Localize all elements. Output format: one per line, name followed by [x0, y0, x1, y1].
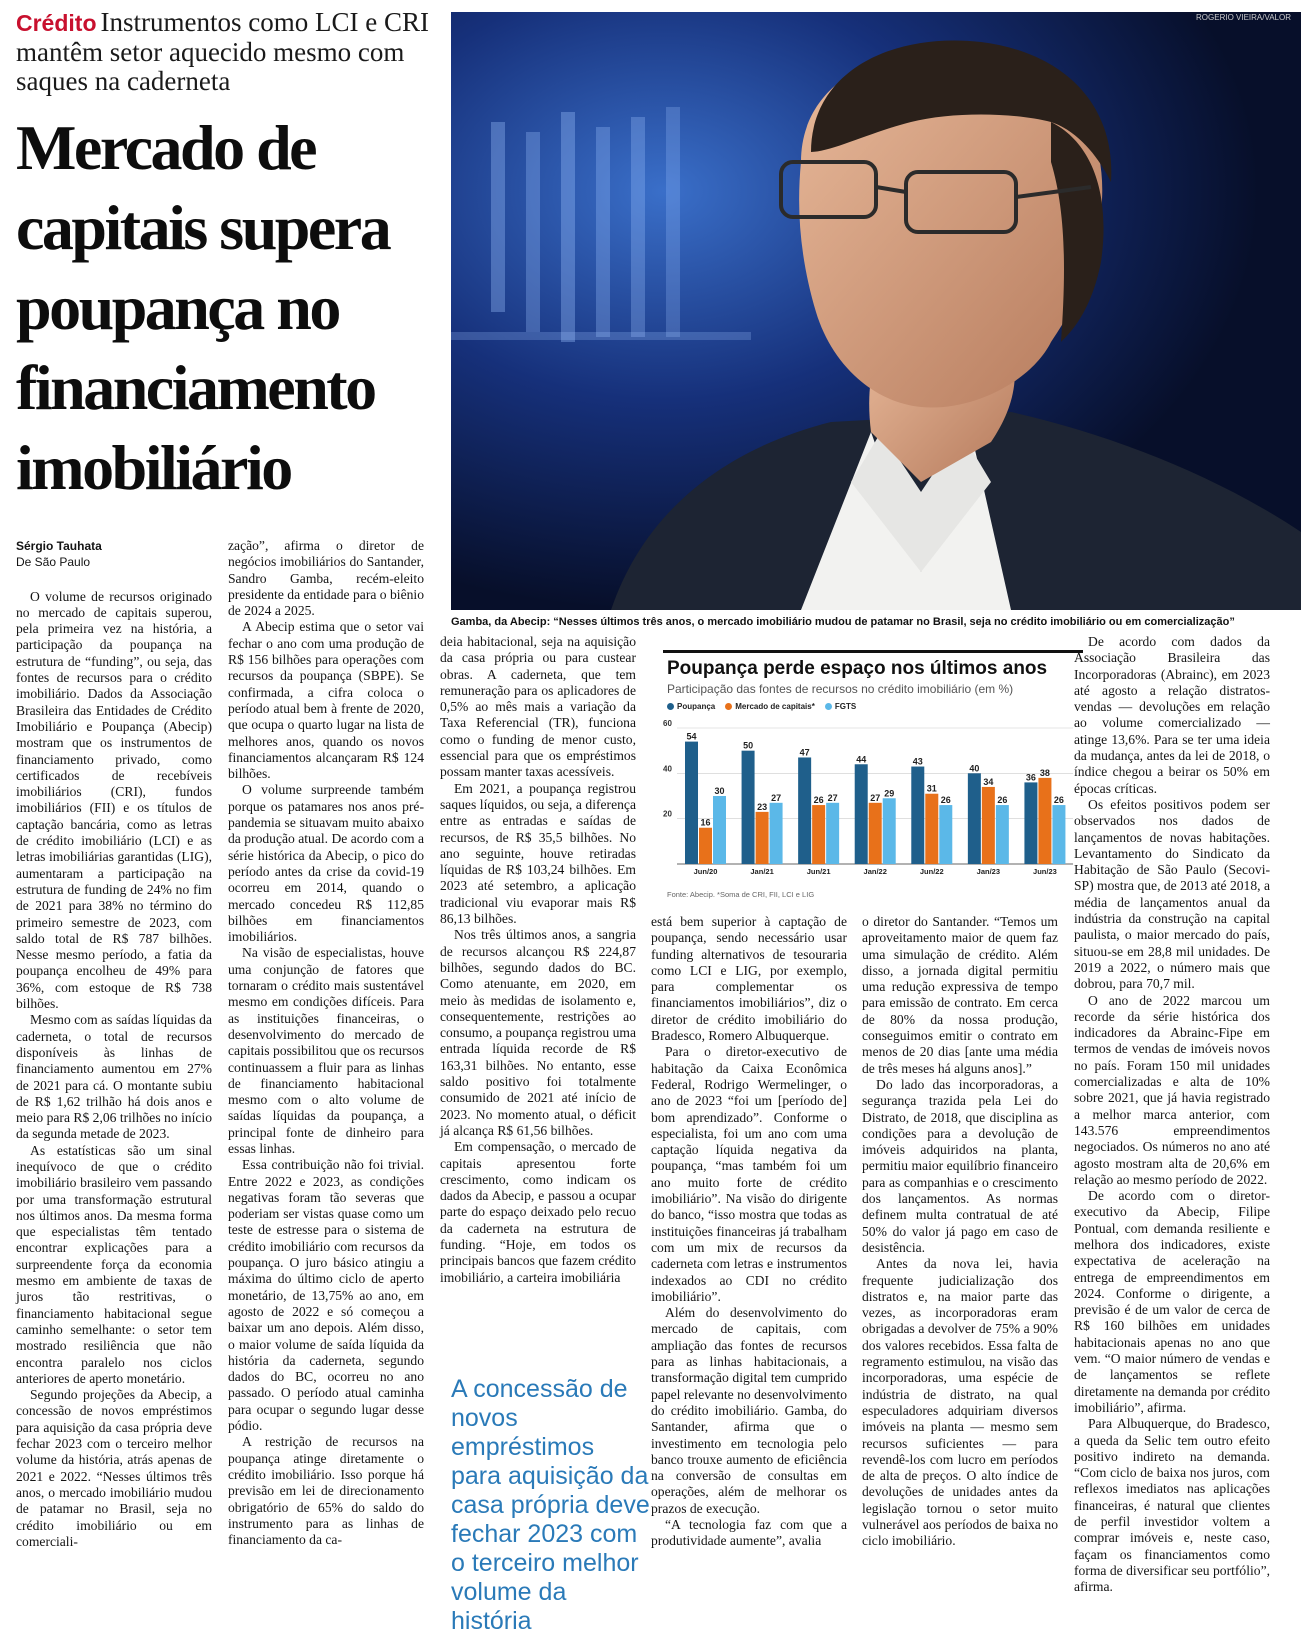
chart	[663, 650, 1083, 910]
bar-fgts	[713, 796, 726, 864]
paragraph: A Abecip estima que o setor vai fechar o ano com uma produção de R$ 156 bilhões para operações com recursos da poupança (SBPE). Se confirmada, a cifra coloca o período atual bem à frente de 2020, que ocupa o quarto lugar na lista de melhores anos, quando os novos financiamentos alcançaram R$ 124 bilhões.	[228, 619, 424, 782]
paragraph: As estatísticas são um sinal inequívoco de que o crédito imobiliário brasileiro vem passando por uma transformação estrutural nos últimos anos. Da mesma forma que especialistas têm tentado encontrar explicações para a surpreendente força da economia mesmo em ambiente de taxas de juros tão restritivas, o financiamento habitacional segue caminho semelhante: o setor tem mostrado resiliência que não encontra paralelo nos ciclos anteriores de aperto monetário.	[16, 1142, 212, 1386]
bar-poupana	[798, 757, 811, 864]
bar-poupana	[911, 767, 924, 864]
paragraph: De acordo com dados da Associação Brasileira das Incorporadoras (Abrainc), em 2023 até agosto a relação distratos-vendas — devoluções em relação ao volume comercializado — atinge 13,6%. Para se ter uma ideia da mudança, antes da lei de 2018, o índice chegou a beirar os 50% em épocas críticas.	[1074, 634, 1270, 796]
data-label: 38	[1039, 767, 1050, 778]
paragraph: Nos três últimos anos, a sangria de recursos alcançou R$ 224,87 bilhões, segundo dados do BC. Como atenuante, em 2020, em meio às medidas de isolamento e, consequentemente, restrições ao consumo, a poupança registrou uma entrada líquida recorde de R$ 163,31 bilhões. No entanto, esse saldo positivo foi totalmente consumido de 2021 até início de 2023. No momento atual, o déficit já alcança R$ 61,56 bilhões.	[440, 927, 636, 1138]
paragraph: Mesmo com as saídas líquidas da caderneta, o total de recursos disponíveis às linhas de financiamento aumentou em 27% de 2021 para cá. O montante subiu de R$ 1,62 trilhão há dois anos e meio para R$ 2,06 trilhões no início da segunda metade de 2023.	[16, 1012, 212, 1142]
bar-mercadodecapitais	[869, 803, 882, 864]
bar-mercadodecapitais	[812, 805, 825, 864]
bar-mercadodecapitais	[1038, 778, 1051, 864]
kicker-text: Instrumentos como LCI e CRI mantêm setor aquecido mesmo com saques na caderneta	[16, 7, 429, 96]
legend-swatch	[667, 703, 674, 710]
paragraph: Essa contribuição não foi trivial. Entre 2022 e 2023, as condições negativas foram tão severas que poderiam ser vistas quase como um teste de estresse para o sistema de crédito imobiliário com recursos da poupança. O juro básico atingiu a máxima do último ciclo de aperto monetário, de 13,75% ao ano, em agosto de 2022 e só começou a baixar um ano depois. Além disso, o maior volume de saída líquida da história da caderneta, segundo dados do BC, ocorreu no ano passado. O período atual caminha para ocupar o segundo lugar desse pódio.	[228, 1157, 424, 1434]
y-tick-label: 60	[663, 719, 672, 728]
kicker	[16, 8, 436, 96]
bar-fgts	[883, 798, 896, 864]
paragraph: o diretor do Santander. “Temos um aproveitamento maior de quem faz uma simulação de crédito. Além disso, a jornada digital permitiu uma redução expressiva de tempo para emissão de contrato. Em cerca de 80% da nossa produção, conseguimos emitir o contrato em menos de 20 dias [ante uma média de três meses há alguns anos].”	[862, 914, 1058, 1076]
chart-source: Fonte: Abecip. *Soma de CRI, FII, LCI e LIG	[667, 890, 815, 899]
paragraph: zação”, afirma o diretor de negócios imobiliários do Santander, Sandro Gamba, recém-eleito presidente da entidade para o biênio de 2024 a 2025.	[228, 538, 424, 619]
paragraph: Para Albuquerque, do Bradesco, a queda da Selic tem outro efeito positivo indireto na demanda. “Com ciclo de baixa nos juros, com reflexos imediatos nas aplicações financeiras, é natural que clientes de perfil investidor voltem a comprar imóveis e, neste caso, façam os financiamentos como forma de diversificar seu portfólio”, afirma.	[1074, 1416, 1270, 1595]
data-label: 26	[1053, 795, 1064, 806]
paragraph: Na visão de especialistas, houve uma conjunção de fatores que tornaram o crédito mais sustentável mesmo em condições difíceis. Para as instituições financeiras, o desenvolvimento do mercado de capitais possibilitou que os recursos continuassem a fluir para as linhas de financiamento habitacional mesmo com o alto volume de saídas líquidas da poupança, a principal fonte de dinheiro para essas linhas.	[228, 945, 424, 1156]
legend-item-mercado	[725, 702, 815, 711]
data-label: 29	[884, 788, 895, 799]
text-column-1	[16, 538, 212, 1550]
data-label: 26	[997, 795, 1008, 806]
data-label: 26	[940, 795, 951, 806]
data-label: 34	[983, 776, 994, 787]
bar-fgts	[996, 805, 1009, 864]
paragraph: Para o diretor-executivo de habitação da Caixa Econômica Federal, Rodrigo Wermelinger, o ano de 2023 “foi um [período de] bom aprendizado”. Conforme o especialista, foi um ano com uma captação líquida negativa da poupança, “mas também foi um ano muito forte de crédito imobiliário”. Na visão do dirigente do banco, “isso mostra que todas as instituições financeiras já trabalham com um mix de recursos da caderneta com letras e instrumentos indexados ao CDI no crédito imobiliário”.	[651, 1044, 847, 1304]
portrait-illustration	[451, 12, 1301, 610]
paragraph: De acordo com o diretor-executivo da Abecip, Filipe Pontual, com demanda resiliente e melhora dos indicadores, existe expectativa de aceleração na entrega de empreendimentos em 2024. Conforme o dirigente, a previsão é de um valor de cerca de R$ 160 bilhões em unidades habitacionais apenas no ano que vem. “O maior número de vendas e de lançamentos se reflete diretamente na demanda por crédito imobiliário”, afirma.	[1074, 1188, 1270, 1415]
x-tick-label: Jun/22	[919, 867, 944, 876]
data-label: 54	[686, 731, 697, 742]
data-label: 44	[856, 754, 867, 765]
paragraph: Do lado das incorporadoras, a segurança trazida pela Lei do Distrato, de 2018, que disciplina as condições para a devolução de imóveis adquiridos na planta, permitiu maior equilíbrio financeiro para as companhias e o crescimento dos lançamentos. As normas definem multa contratual de até 50% do valor já pago em caso de desistência.	[862, 1076, 1058, 1255]
data-label: 47	[799, 747, 810, 758]
pull-quote: A concessão de novos empréstimos para aquisição da casa própria deve fechar 2023 com o terceiro melhor volume da história	[451, 1375, 650, 1635]
paragraph: Os efeitos positivos podem ser observados nos dados de lançamentos de novas habitações. Levantamento do Sindicato da Habitação de São Paulo (Secovi-SP) mostra que, de 2013 até 2018, a média de lançamentos anual da indústria da construção na capital paulista, o maior mercado do país, situou-se em 28,8 mil unidades. De 2019 a 2022, o número mais que dobrou, para 70,7 mil.	[1074, 796, 1270, 992]
legend-swatch	[825, 703, 832, 710]
legend-item-fgts	[825, 702, 856, 711]
paragraph: Segundo projeções da Abecip, a concessão de novos empréstimos para aquisição da casa própria deve fechar 2023 com o terceiro melhor volume da história, atrás apenas de 2021 e 2022. “Nesses últimos três anos, o mercado imobiliário mudou de patamar no Brasil, seja no crédito imobiliário ou em comerciali-	[16, 1387, 212, 1549]
paragraph: Além do desenvolvimento do mercado de capitais, com ampliação das fontes de recursos para as linhas habitacionais, a transformação digital tem cumprido papel relevante no desenvolvimento do crédito imobiliário. Gamba, do Santander, afirma que o investimento em tecnologia pelo banco trouxe aumento de eficiência na conversão de consultas em operações, além de melhorar os prazos de execução.	[651, 1305, 847, 1516]
text-column-3	[440, 634, 636, 1286]
bar-poupana	[685, 742, 698, 864]
paragraph: está bem superior à captação de poupança, sendo necessário usar funding alternativos de tesouraria como LCI e LIG, por exemplo, para complementar os financiamentos imobiliários”, diz o diretor de crédito imobiliário do Bradesco, Romero Albuquerque.	[651, 914, 847, 1044]
x-tick-label: Jun/20	[693, 867, 718, 876]
text-column-4	[651, 914, 847, 1550]
data-label: 36	[1025, 772, 1036, 783]
data-label: 40	[969, 763, 980, 774]
paragraph: “A tecnologia faz com que a produtividade aumente”, avalia	[651, 1516, 847, 1549]
text-column-6	[1074, 634, 1270, 1596]
data-label: 26	[813, 795, 824, 806]
legend-label: Mercado de capitais*	[735, 702, 815, 711]
data-label: 27	[827, 792, 838, 803]
article-photo	[451, 12, 1301, 610]
bar-fgts	[1052, 805, 1065, 864]
x-tick-label: Jun/23	[1033, 867, 1057, 876]
bar-poupana	[1024, 782, 1037, 864]
legend-swatch	[725, 703, 732, 710]
chart-plot	[663, 714, 1083, 889]
chart-subtitle: Participação das fontes de recursos no crédito imobiliário (em %)	[667, 682, 1014, 696]
legend-label: FGTS	[834, 702, 857, 711]
data-label: 23	[757, 801, 768, 812]
x-tick-label: Jan/21	[750, 867, 774, 876]
data-label: 50	[743, 740, 754, 751]
paragraph: O volume surpreende também porque os patamares nos anos pré-pandemia se situavam muito abaixo da produção atual. De acordo com a série histórica da Abecip, o pico do período antes da crise da covid-19 ocorreu em 2014, quando o mercado concedeu R$ 112,85 bilhões em financiamentos imobiliários.	[228, 782, 424, 945]
y-tick-label: 20	[663, 809, 672, 819]
x-tick-label: Jun/21	[806, 867, 831, 876]
legend-label: Poupança	[677, 702, 716, 711]
bar-fgts	[939, 805, 952, 864]
photo-credit: ROGERIO VIEIRA/VALOR	[1196, 13, 1291, 22]
chart-title: Poupança perde espaço nos últimos anos	[667, 658, 1048, 679]
x-tick-label: Jan/23	[976, 867, 1001, 876]
paragraph: Antes da nova lei, havia frequente judicialização dos distratos e, na maior parte das vezes, as incorporadoras eram obrigadas a devolver de 75% a 90% dos valores recebidos. Essa falta de regramento estimulou, na visão das incorporadoras, uma espécie de indústria de distrato, na qual especuladores adquiriam diversos imóveis na planta — mesmo sem recursos suficientes — para revendê-los com lucro em períodos de alta de preços. O alto índice de devoluções de unidades antes da legislação tornou o setor muito vulnerável aos períodos de baixa no ciclo imobiliário.	[862, 1256, 1058, 1549]
bar-mercadodecapitais	[756, 812, 769, 864]
legend-item-poupanca	[667, 702, 715, 711]
paragraph: A restrição de recursos na poupança atinge diretamente o crédito imobiliário. Isso porque há previsão em lei de direcionamento obrigatório de 65% do saldo do instrumento para as linhas de financiamento da ca-	[228, 1434, 424, 1548]
data-label: 31	[926, 783, 937, 794]
bar-poupana	[968, 773, 981, 864]
bar-poupana	[742, 751, 755, 864]
bar-mercadodecapitais	[699, 828, 712, 864]
data-label: 30	[714, 786, 725, 796]
byline-author: Sérgio Tauhata	[16, 539, 102, 553]
x-tick-label: Jan/22	[863, 867, 887, 876]
data-label: 27	[771, 792, 782, 803]
data-label: 27	[870, 792, 881, 803]
chart-top-rule	[663, 650, 1083, 653]
chart-legend	[667, 702, 856, 711]
data-label: 16	[700, 817, 711, 828]
paragraph: Em 2021, a poupança registrou saques líquidos, ou seja, a diferença entre as entradas e saídas de recursos, de R$ 35,5 bilhões. No ano seguinte, houve retiradas líquidas de R$ 103,24 bilhões. Em 2023 até setembro, a aplicação tradicional viu evaporar mais R$ 86,13 bilhões.	[440, 780, 636, 927]
y-tick-label: 40	[663, 764, 672, 774]
paragraph: deia habitacional, seja na aquisição da casa própria ou para custear obras. A caderneta, que tem remuneração para os aplicadores de 0,5% ao mês mais a variação da Taxa Referencial (TR), funciona como o funding de menor custo, essencial para que os empréstimos possam manter taxas acessíveis.	[440, 634, 636, 780]
bar-fgts	[770, 803, 783, 864]
data-label: 43	[912, 756, 923, 767]
headline: Mercado de capitais supera poupança no financiamento imobiliário	[16, 112, 390, 503]
paragraph: O ano de 2022 marcou um recorde da série histórica dos indicadores da Abrainc-Fipe em termos de vendas de imóveis novos no país. Foram 150 mil unidades comercializadas e alta de 10% sobre 2021, que já havia registrado a melhor marca anterior, com 143.576 empreendimentos negociados. Os números no ano até agosto mostram alta de 20,6% em relação ao mesmo período de 2022.	[1074, 992, 1270, 1187]
section-label: Crédito	[16, 10, 97, 36]
byline-location: De São Paulo	[16, 555, 91, 570]
bar-poupana	[855, 764, 868, 864]
bar-mercadodecapitais	[982, 787, 995, 864]
photo-caption: Gamba, da Abecip: “Nesses últimos três anos, o mercado imobiliário mudou de patamar no Brasil, seja no crédito imobiliário ou em comercialização”	[451, 616, 1235, 628]
paragraph: Em compensação, o mercado de capitais apresentou forte crescimento, como indicam os dados da Abecip, e passou a ocupar parte do espaço deixado pelo recuo da caderneta na estrutura de funding. “Hoje, em todos os principais bancos que fazem crédito imobiliário, a carteira imobiliária	[440, 1139, 636, 1285]
bar-fgts	[826, 803, 839, 864]
text-column-5	[862, 914, 1058, 1550]
text-column-2	[228, 538, 424, 1548]
bar-mercadodecapitais	[925, 794, 938, 864]
paragraph: O volume de recursos originado no mercado de capitais superou, pela primeira vez na história, a participação da poupança na estrutura de “funding”, ou seja, das fontes de recursos para o crédito imobiliário. Dados da Associação Brasileira das Entidades de Crédito Imobiliário e Poupança (Abecip) mostram que os instrumentos de financiamento privado, como certificados de recebíveis imobiliários (CRI), fundos imobiliários (FII) e os títulos de captação bancária, como as letras de crédito imobiliário (LCI) e as letras imobiliárias garantidas (LIG), aumentaram a participação na estrutura de funding de 24% no fim de 2021 para 38% no término do primeiro semestre de 2023, com saldo total de R$ 787 bilhões. Nesse mesmo período, a fatia da poupança encolheu de 49% para 36%, com estoque de R$ 738 bilhões.	[16, 588, 212, 1012]
